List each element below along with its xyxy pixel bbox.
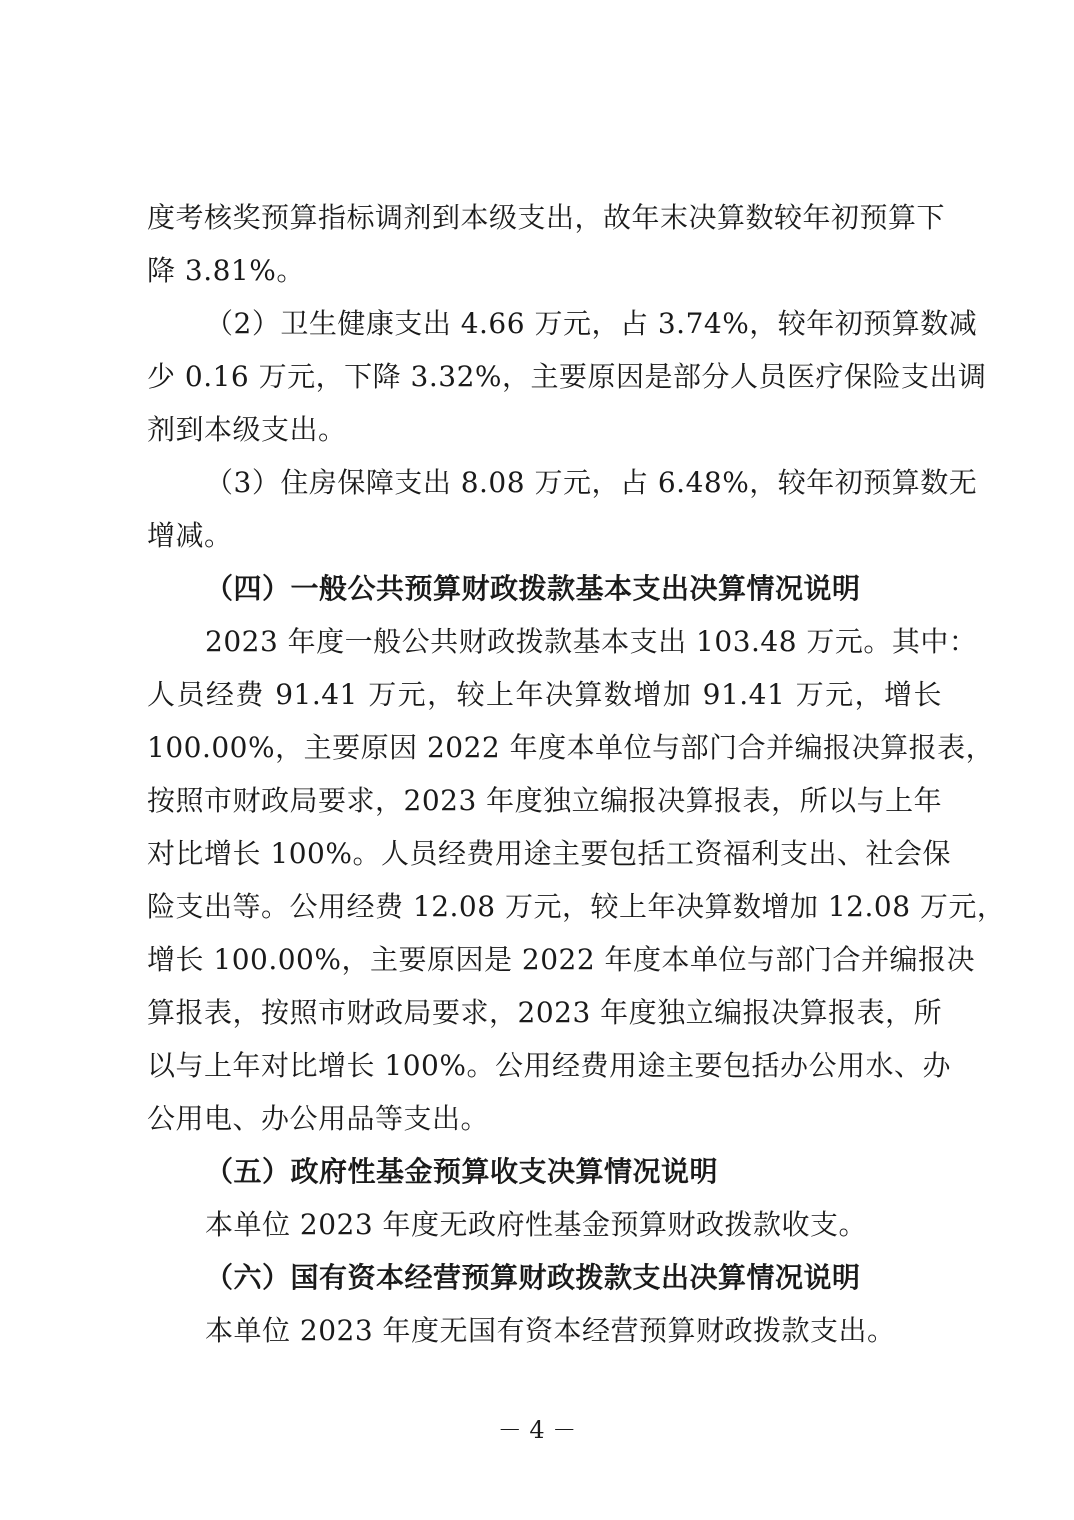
paragraph-line: 算报表，按照市财政局要求，2023 年度独立编报决算报表，所 [147,996,943,1029]
section-heading: （四）一般公共预算财政拨款基本支出决算情况说明 [205,572,861,605]
section-heading: （五）政府性基金预算收支决算情况说明 [205,1155,719,1188]
paragraph-line: 2023 年度一般公共财政拨款基本支出 103.48 万元。其中： [205,625,978,658]
paragraph-line: 100.00%，主要原因 2022 年度本单位与部门合并编报决算报表， [147,731,995,764]
paragraph-line: 本单位 2023 年度无政府性基金预算财政拨款收支。 [205,1208,868,1241]
section-heading: （六）国有资本经营预算财政拨款支出决算情况说明 [205,1261,861,1294]
paragraph-line: 公用电、办公用品等支出。 [147,1102,490,1135]
paragraph-line: 剂到本级支出。 [147,413,347,446]
paragraph-line: 度考核奖预算指标调剂到本级支出，故年末决算数较年初预算下 [147,201,946,234]
paragraph-line: 少 0.16 万元，下降 3.32%，主要原因是部分人员医疗保险支出调 [147,360,987,393]
paragraph-line: 按照市财政局要求，2023 年度独立编报决算报表，所以与上年 [147,784,943,817]
paragraph-line: 以与上年对比增长 100%。公用经费用途主要包括办公用水、办 [147,1049,951,1082]
paragraph-line: 增长 100.00%，主要原因是 2022 年度本单位与部门合并编报决 [147,943,976,976]
paragraph-line: 人员经费 91.41 万元，较上年决算数增加 91.41 万元，增长 [147,678,942,711]
paragraph-line: 险支出等。公用经费 12.08 万元，较上年决算数增加 12.08 万元， [147,890,1006,923]
page-number: － 4 － [497,1416,577,1444]
paragraph-line: 降 3.81%。 [147,254,305,287]
paragraph-line: 对比增长 100%。人员经费用途主要包括工资福利支出、社会保 [147,837,951,870]
paragraph-line: 增减。 [147,519,233,552]
paragraph-line: （3）住房保障支出 8.08 万元，占 6.48%，较年初预算数无 [205,466,978,499]
paragraph-line: 本单位 2023 年度无国有资本经营预算财政拨款支出。 [205,1314,896,1347]
paragraph-line: （2）卫生健康支出 4.66 万元，占 3.74%，较年初预算数减 [205,307,978,340]
